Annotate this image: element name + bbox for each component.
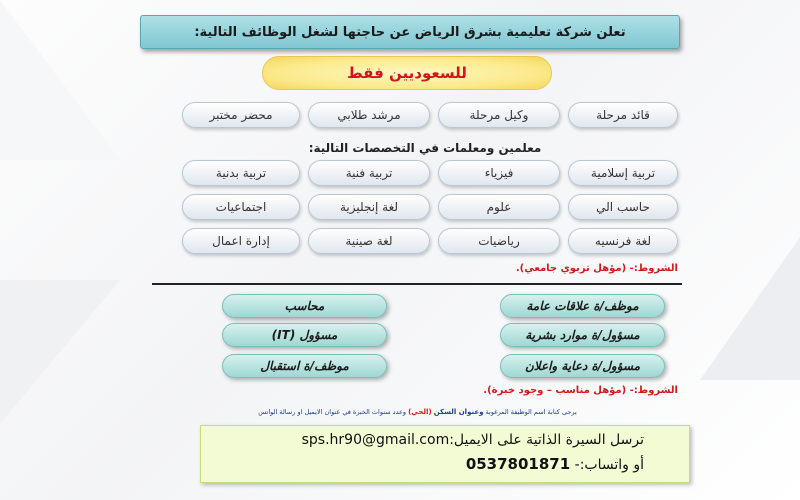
teacher-conditions	[516, 263, 678, 274]
saudi-only-badge	[262, 56, 552, 90]
header-title: تعلن شركة تعليمية بشرق الرياض عن حاجتها لشغل الوظائف التالية:	[194, 24, 626, 40]
admin-conditions	[483, 385, 678, 396]
note-part2: وعدد سنوات الخبرة في عنوان الايميل او رسالة الواتس	[258, 408, 407, 416]
subject-pill: اجتماعيات	[182, 194, 300, 220]
contact-box	[200, 425, 690, 483]
job-pill-receptionist: موظف/ة استقبال	[222, 354, 387, 378]
background-triangle	[700, 180, 800, 380]
conditions-label: الشروط:-	[629, 263, 678, 274]
header-banner	[140, 15, 680, 49]
note-address: وعنوان السكن	[433, 408, 484, 416]
saudi-only-label: للسعوديين فقط	[347, 64, 467, 82]
teachers-heading: معلمين ومعلمات في التخصصات التالية:	[308, 141, 542, 155]
subject-pill: تربية بدنية	[182, 160, 300, 186]
job-pill-stage-leader: قائد مرحلة	[568, 102, 678, 128]
section-divider	[152, 283, 682, 285]
subject-pill: تربية فنية	[308, 160, 430, 186]
job-pill-lab-preparer: محضر مختبر	[182, 102, 300, 128]
email-address[interactable]: sps.hr90@gmail.com	[301, 432, 450, 448]
note-district: (الحي)	[408, 408, 432, 416]
job-pill-hr-officer: مسؤول/ة موارد بشرية	[500, 323, 665, 347]
job-pill-it-officer: مسؤول (IT)	[222, 323, 387, 347]
phone-number[interactable]: 0537801871	[465, 455, 571, 473]
background-triangle	[0, 280, 120, 460]
subject-pill: إدارة اعمال	[182, 228, 300, 254]
whatsapp-line	[466, 455, 644, 473]
application-note	[150, 404, 685, 420]
job-pill-accountant: محاسب	[222, 294, 387, 318]
conditions-value: (مؤهل مناسب – وجود خبرة).	[483, 385, 627, 396]
subject-pill: رياضيات	[438, 228, 560, 254]
job-pill-student-counselor: مرشد طلابي	[308, 102, 430, 128]
subject-pill: تربية إسلامية	[568, 160, 678, 186]
job-pill-marketing-officer: مسؤول/ة دعاية واعلان	[500, 354, 665, 378]
job-pill-public-relations: موظف/ة علاقات عامة	[500, 294, 665, 318]
note-part1: يرجى كتابة اسم الوظيفة المرغوبة	[485, 408, 577, 416]
subject-pill: حاسب الي	[568, 194, 678, 220]
subject-pill: لغة صينية	[308, 228, 430, 254]
job-pill-stage-deputy: وكيل مرحلة	[438, 102, 560, 128]
email-label: ترسل السيرة الذاتية على الايميل:	[449, 432, 644, 448]
subject-pill: علوم	[438, 194, 560, 220]
subject-pill: لغة إنجليزية	[308, 194, 430, 220]
subject-pill: لغة فرنسيه	[568, 228, 678, 254]
conditions-value: (مؤهل تربوي جامعي).	[515, 263, 627, 274]
subject-pill: فيزياء	[438, 160, 560, 186]
background-triangle	[0, 0, 120, 160]
email-line	[302, 432, 644, 448]
whatsapp-label: أو واتساب:-	[574, 457, 644, 473]
conditions-label: الشروط:-	[629, 385, 678, 396]
